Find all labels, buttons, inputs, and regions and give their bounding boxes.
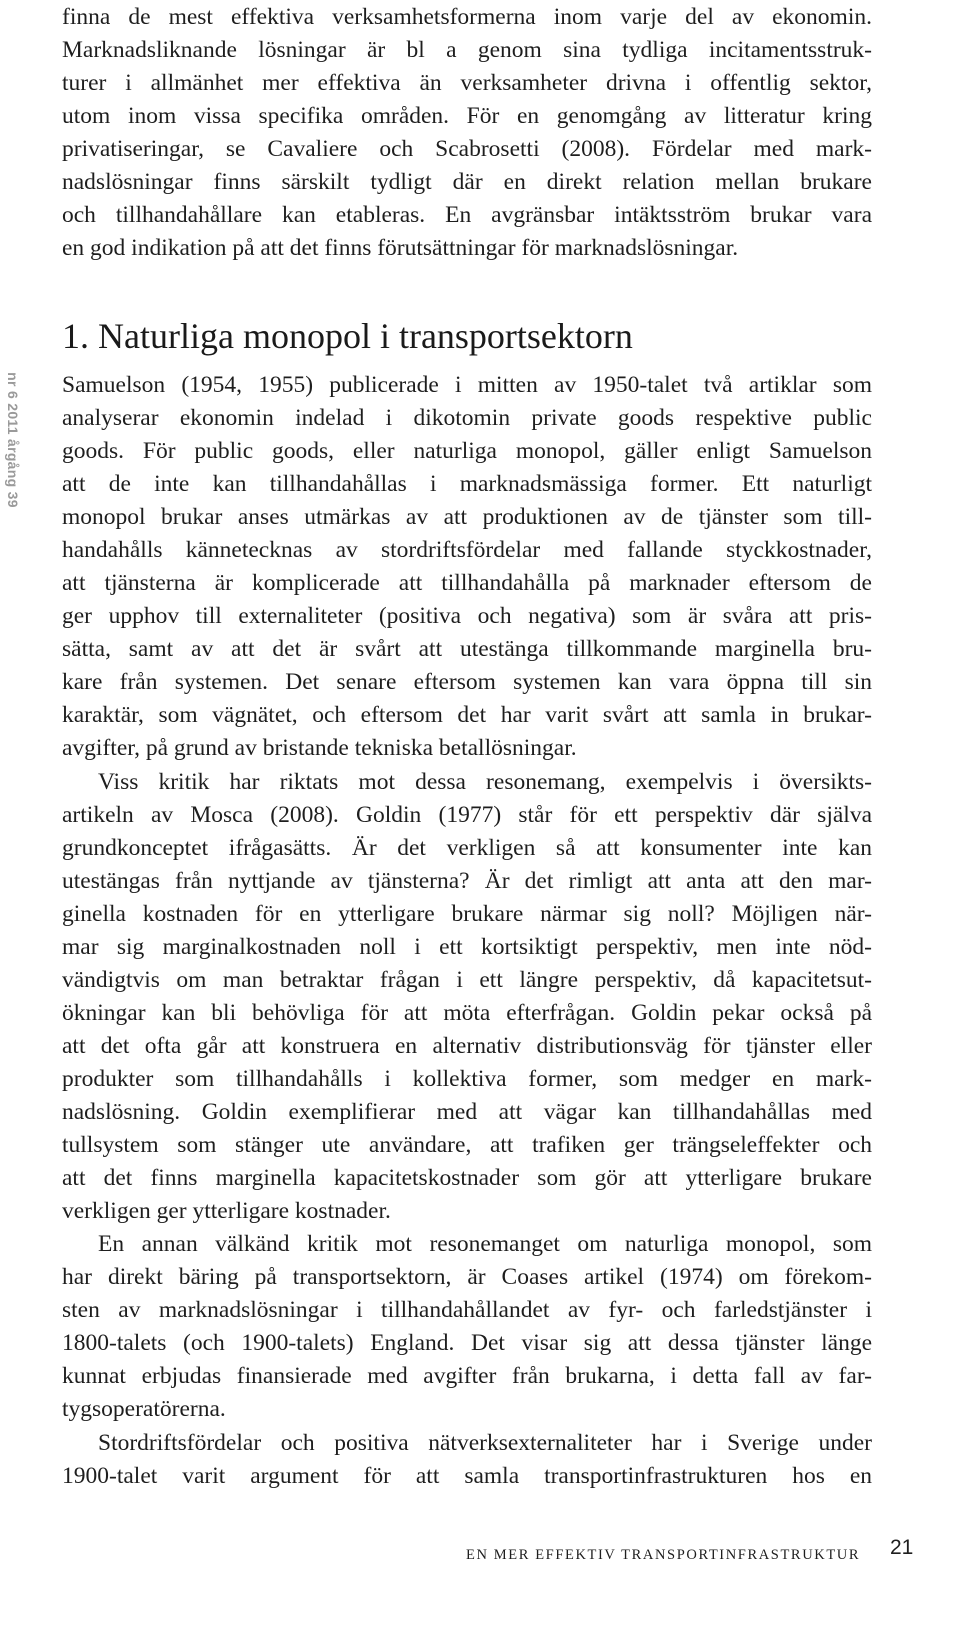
text-line: att de inte kan tillhandahållas i marknadsmässiga former. Ett naturligt	[62, 471, 872, 497]
text-line: Stordriftsfördelar och positiva nätverksexternaliteter har i Sverige under	[98, 1430, 872, 1456]
text-line: goods. För public goods, eller naturliga monopol, gäller enligt Samuelson	[62, 438, 872, 464]
text-line: handahålls kännetecknas av stordriftsfördelar med fallande styckkostnader,	[62, 537, 872, 563]
text-line: privatiseringar, se Cavaliere och Scabrosetti (2008). Fördelar med mark-	[62, 136, 872, 162]
text-line: turer i allmänhet mer effektiva än verksamheter drivna i offentlig sektor,	[62, 70, 872, 96]
issue-side-label: nr 6 2011 årgång 39	[5, 372, 21, 508]
text-line: tygsoperatörerna.	[62, 1396, 226, 1422]
text-line: En annan välkänd kritik mot resonemanget om naturliga monopol, som	[98, 1231, 872, 1257]
text-line: vändigtvis om man betraktar frågan i ett längre perspektiv, då kapacitetsut-	[62, 967, 872, 993]
text-line: Samuelson (1954, 1955) publicerade i mitten av 1950-talet två artiklar som	[62, 372, 872, 398]
text-line: Marknadsliknande lösningar är bl a genom sina tydliga incitamentsstruk-	[62, 37, 872, 63]
text-line: analyserar ekonomin indelad i dikotomin private goods respektive public	[62, 405, 872, 431]
text-line: att det finns marginella kapacitetskostnader som gör att ytterligare brukare	[62, 1165, 872, 1191]
text-line: kare från systemen. Det senare eftersom systemen kan vara öppna till sin	[62, 669, 872, 695]
text-line: sten av marknadslösningar i tillhandahållandet av fyr- och farledstjänster i	[62, 1297, 872, 1323]
text-line: sätta, samt av att det är svårt att utestänga tillkommande marginella bru-	[62, 636, 872, 662]
text-line: artikeln av Mosca (2008). Goldin (1977) står för ett perspektiv där själva	[62, 802, 872, 828]
text-line: ger upphov till externaliteter (positiva och negativa) som är svåra att pris-	[62, 603, 872, 629]
text-line: produkter som tillhandahålls i kollektiva former, som medger en mark-	[62, 1066, 872, 1092]
text-line: utestängas från nyttjande av tjänsterna? Är det rimligt att anta att den mar-	[62, 868, 872, 894]
text-line: och tillhandahållare kan etableras. En avgränsbar intäktsström brukar vara	[62, 202, 872, 228]
text-line: att det ofta går att konstruera en alternativ distributionsväg för tjänster eller	[62, 1033, 872, 1059]
text-line: en god indikation på att det finns förutsättningar för marknadslösningar.	[62, 235, 739, 261]
text-line: nadslösningar finns särskilt tydligt där en direkt relation mellan brukare	[62, 169, 872, 195]
section-heading: 1. Naturliga monopol i transportsektorn	[62, 316, 633, 356]
text-line: ökningar kan bli behövliga för att möta efterfrågan. Goldin pekar också på	[62, 1000, 872, 1026]
text-line: 1900-talet varit argument för att samla transportinfrastrukturen hos en	[62, 1463, 872, 1489]
text-line: ginella kostnaden för en ytterligare brukare närmar sig noll? Möjligen när-	[62, 901, 872, 927]
running-footer-title: EN MER EFFEKTIV TRANSPORTINFRASTRUKTUR	[466, 1547, 861, 1563]
text-line: grundkonceptet ifrågasätts. Är det verkligen så att konsumenter inte kan	[62, 835, 872, 861]
text-line: Viss kritik har riktats mot dessa resonemang, exempelvis i översikts-	[98, 769, 872, 795]
text-line: nadslösning. Goldin exemplifierar med att vägar kan tillhandahållas med	[62, 1099, 872, 1125]
text-line: finna de mest effektiva verksamhetsformerna inom varje del av ekonomin.	[62, 4, 872, 30]
text-line: karaktär, som vägnätet, och eftersom det har varit svårt att samla in brukar-	[62, 702, 872, 728]
text-line: mar sig marginalkostnaden noll i ett kortsiktigt perspektiv, men inte nöd-	[62, 934, 872, 960]
text-line: verkligen ger ytterligare kostnader.	[62, 1198, 391, 1224]
text-line: kunnat erbjudas finansierade med avgifter från brukarna, i detta fall av far-	[62, 1363, 872, 1389]
text-line: avgifter, på grund av bristande tekniska betallösningar.	[62, 735, 577, 761]
text-line: att tjänsterna är komplicerade att tillhandahålla på marknader eftersom de	[62, 570, 872, 596]
text-line: har direkt bäring på transportsektorn, är Coases artikel (1974) om förekom-	[62, 1264, 872, 1290]
text-line: utom inom vissa specifika områden. För en genomgång av litteratur kring	[62, 103, 872, 129]
page-number: 21	[890, 1536, 914, 1559]
text-line: 1800-talets (och 1900-talets) England. Det visar sig att dessa tjänster länge	[62, 1330, 872, 1356]
text-line: monopol brukar anses utmärkas av att produktionen av de tjänster som till-	[62, 504, 872, 530]
text-line: tullsystem som stänger ute användare, att trafiken ger trängseleffekter och	[62, 1132, 872, 1158]
